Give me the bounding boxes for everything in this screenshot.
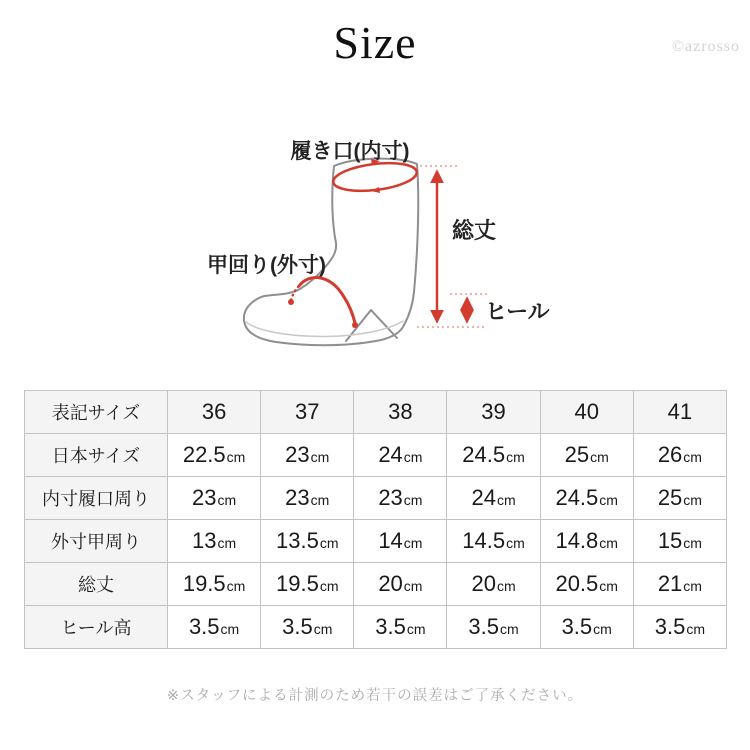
size-table xyxy=(24,390,727,649)
size-value: 19.5 xyxy=(182,571,226,596)
size-value-cell xyxy=(261,563,354,606)
size-table-row xyxy=(25,434,727,477)
size-row-label: 日本サイズ xyxy=(25,434,168,477)
size-unit: cm xyxy=(403,578,423,594)
size-value-cell xyxy=(447,563,540,606)
size-column-header: 41 xyxy=(633,391,726,434)
size-value: 26 xyxy=(657,442,683,467)
size-value: 23 xyxy=(285,485,310,510)
size-value-cell xyxy=(354,606,447,649)
size-unit: cm xyxy=(496,578,516,594)
size-column-header: 40 xyxy=(540,391,633,434)
size-value-cell xyxy=(540,434,633,477)
size-unit: cm xyxy=(683,492,702,508)
size-unit: cm xyxy=(217,535,237,551)
size-unit: cm xyxy=(220,621,240,637)
size-value: 3.5 xyxy=(282,614,313,639)
size-value-cell xyxy=(354,520,447,563)
size-table-body xyxy=(25,434,727,649)
size-value: 14 xyxy=(378,528,403,553)
total-height-arrow xyxy=(417,166,487,327)
size-value-cell xyxy=(168,520,261,563)
size-table-row xyxy=(25,606,727,649)
size-unit: cm xyxy=(406,621,426,637)
watermark: ©azrosso xyxy=(671,38,740,55)
size-unit: cm xyxy=(310,449,330,465)
size-value-cell xyxy=(354,477,447,520)
size-value-cell xyxy=(261,434,354,477)
size-value: 3.5 xyxy=(654,614,686,639)
heel-label: ヒール xyxy=(485,299,550,324)
size-value: 20.5 xyxy=(555,571,599,596)
size-unit: cm xyxy=(313,621,333,637)
size-value: 14.8 xyxy=(555,528,599,553)
size-value: 20 xyxy=(471,571,496,596)
size-value: 14.5 xyxy=(462,528,506,553)
size-unit: cm xyxy=(683,578,702,594)
size-value: 15 xyxy=(657,528,683,553)
size-value-cell xyxy=(168,434,261,477)
size-column-header: 38 xyxy=(354,391,447,434)
size-value: 23 xyxy=(192,485,217,510)
size-value-cell xyxy=(633,606,726,649)
size-value-cell xyxy=(168,477,261,520)
size-unit: cm xyxy=(500,621,519,637)
size-table-row xyxy=(25,563,727,606)
size-value-cell xyxy=(633,434,726,477)
size-unit: cm xyxy=(403,535,423,551)
size-column-header: 39 xyxy=(447,391,540,434)
instep-label: 甲回り(外寸) xyxy=(207,254,326,277)
boot-measurement-diagram xyxy=(0,125,750,385)
size-value: 24 xyxy=(471,485,496,510)
size-value: 19.5 xyxy=(275,571,319,596)
size-unit: cm xyxy=(599,492,618,508)
size-value-cell xyxy=(261,520,354,563)
size-unit: cm xyxy=(496,492,516,508)
size-row-label: 内寸履口周り xyxy=(25,477,168,520)
size-value: 3.5 xyxy=(375,614,406,639)
size-value-cell xyxy=(354,434,447,477)
size-unit: cm xyxy=(593,621,612,637)
size-value-cell xyxy=(540,563,633,606)
size-value: 25 xyxy=(564,442,590,467)
size-unit: cm xyxy=(590,449,609,465)
size-unit: cm xyxy=(403,449,423,465)
size-unit: cm xyxy=(403,492,423,508)
size-value-cell xyxy=(261,606,354,649)
size-unit: cm xyxy=(683,535,702,551)
size-unit: cm xyxy=(319,535,339,551)
size-value: 13 xyxy=(192,528,217,553)
size-unit: cm xyxy=(226,578,246,594)
size-unit: cm xyxy=(226,449,246,465)
size-unit: cm xyxy=(217,492,237,508)
size-table-corner-cell: 表記サイズ xyxy=(25,391,168,434)
size-value: 13.5 xyxy=(275,528,319,553)
size-value-cell xyxy=(168,606,261,649)
size-value-cell xyxy=(447,606,540,649)
size-value: 3.5 xyxy=(561,614,593,639)
size-table-row xyxy=(25,477,727,520)
size-value-cell xyxy=(633,563,726,606)
heel-height-arrow xyxy=(450,294,487,321)
size-value-cell xyxy=(168,563,261,606)
size-value-cell xyxy=(633,477,726,520)
opening-label: 履き口(内寸) xyxy=(290,140,410,163)
size-unit: cm xyxy=(686,621,706,637)
size-table-header-row xyxy=(25,391,727,434)
size-value-cell xyxy=(447,477,540,520)
size-value-cell xyxy=(447,434,540,477)
size-value-cell xyxy=(633,520,726,563)
size-value: 21 xyxy=(657,571,683,596)
size-value: 24.5 xyxy=(462,442,506,467)
size-value-cell xyxy=(540,520,633,563)
size-value-cell xyxy=(354,563,447,606)
size-unit: cm xyxy=(599,578,618,594)
size-row-label: 外寸甲周り xyxy=(25,520,168,563)
size-value: 25 xyxy=(657,485,683,510)
size-unit: cm xyxy=(319,578,339,594)
size-value-cell xyxy=(447,520,540,563)
size-value: 3.5 xyxy=(468,614,499,639)
size-value-cell xyxy=(261,477,354,520)
size-row-label: ヒール高 xyxy=(25,606,168,649)
size-value: 22.5 xyxy=(182,442,226,467)
size-value: 24.5 xyxy=(555,485,599,510)
page-title: Size xyxy=(333,17,417,68)
size-value-cell xyxy=(540,477,633,520)
size-unit: cm xyxy=(310,492,330,508)
size-unit: cm xyxy=(506,449,525,465)
size-value: 24 xyxy=(378,442,403,467)
size-value: 23 xyxy=(285,442,310,467)
measurement-note: ※スタッフによる計測のため若干の誤差はご了承ください。 xyxy=(166,688,584,704)
size-value: 23 xyxy=(378,485,403,510)
size-unit: cm xyxy=(683,449,702,465)
size-unit: cm xyxy=(599,535,618,551)
size-value-cell xyxy=(540,606,633,649)
size-table-row xyxy=(25,520,727,563)
size-value: 20 xyxy=(378,571,403,596)
size-column-header: 36 xyxy=(168,391,261,434)
size-column-header: 37 xyxy=(261,391,354,434)
total-height-label: 総丈 xyxy=(452,218,497,243)
size-value: 3.5 xyxy=(188,614,220,639)
size-unit: cm xyxy=(506,535,525,551)
size-row-label: 総丈 xyxy=(25,563,168,606)
